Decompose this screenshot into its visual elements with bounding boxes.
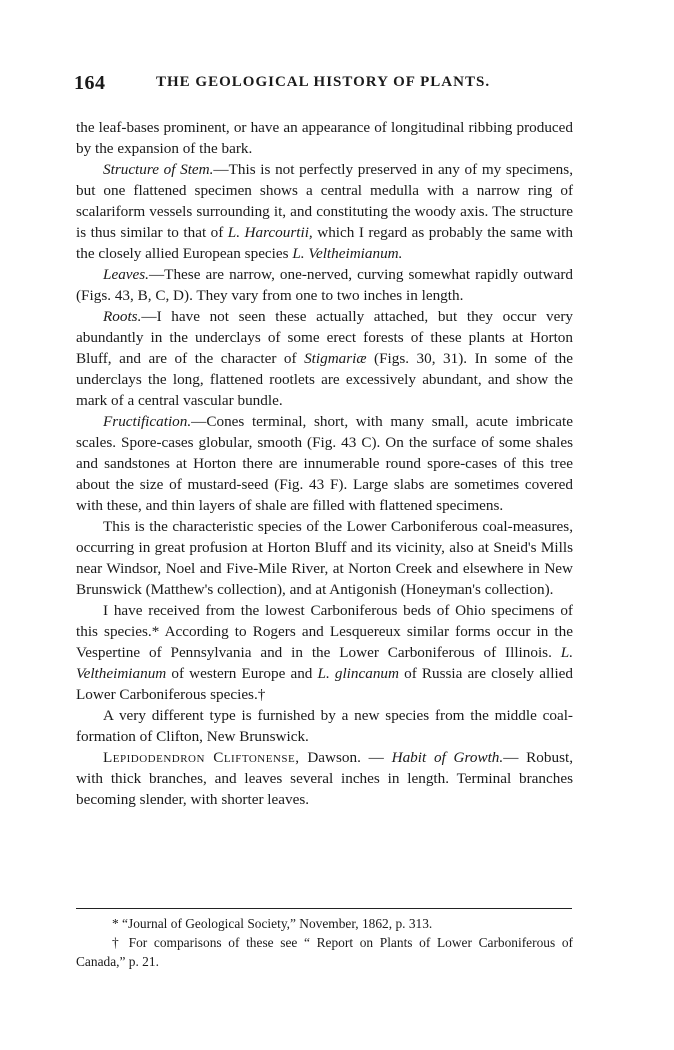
body-text	[76, 117, 573, 810]
species-name: L. Veltheimianum	[76, 644, 573, 682]
section-heading: Habit of Growth.	[391, 749, 504, 766]
section-heading: Fructification.	[103, 413, 192, 430]
paragraph-text: —This is not perfectly preserved in any of my specimens, but one flattened specimen shows a central medulla with a narrow ring of scalariform vessels surrounding it, and constituting the woody axis. The structure is thus similar to that of	[76, 161, 573, 241]
section-heading: Structure of Stem.	[103, 161, 214, 178]
footnotes	[76, 914, 573, 971]
paragraph	[76, 159, 573, 264]
page-number: 164	[74, 72, 106, 94]
paragraph	[76, 117, 573, 159]
footnote: † For comparisons of these see “ Report on Plants of Lower Carboniferous of Canada,” p. 21.	[76, 935, 573, 969]
paragraph-text: — Robust, with thick branches, and leaves several inches in length. Terminal branches becoming slender, with shorter leaves.	[76, 749, 573, 808]
paragraph-text: —Cones terminal, short, with many small, acute imbricate scales. Spore-cases globular, smooth (Fig. 43 C). On the surface of some shales and sandstones at Horton there are innumerable round spore-cases of this tree about the size of mustard-seed (Fig. 43 F). Large slabs are sometimes covered with these, and thin layers of shale are filled with flattened specimens.	[76, 413, 573, 514]
paragraph-text: which I regard as probably the same with the closely allied European species	[76, 224, 573, 262]
species-name: L. Harcourtii,	[227, 224, 313, 241]
paragraph-text: Dawson. —	[299, 749, 392, 766]
running-head: THE GEOLOGICAL HISTORY OF PLANTS.	[156, 74, 491, 90]
paragraph	[76, 306, 573, 411]
paragraph	[76, 705, 573, 747]
paragraph	[76, 516, 573, 600]
species-name: L. Veltheimianum.	[292, 245, 403, 262]
paragraph	[76, 600, 573, 705]
section-heading: Roots.	[103, 308, 142, 325]
page-header	[74, 72, 574, 102]
species-name: L. glincanum	[317, 665, 399, 682]
paragraph	[76, 747, 573, 810]
genus-name: Stigmariæ	[304, 350, 367, 367]
footnote-divider	[76, 908, 572, 909]
paragraph-text: I have received from the lowest Carboniferous beds of Ohio specimens of this species.* According to Rogers and Lesquereux similar forms occur in the Vespertine of Pennsylvania and in the Lower Carboniferous of Illinois.	[76, 602, 573, 661]
paragraph-text: the leaf-bases prominent, or have an appearance of longitudinal ribbing produced by the expansion of the bark.	[76, 119, 573, 157]
footnote: * “Journal of Geological Society,” November, 1862, p. 313.	[112, 916, 433, 931]
paragraph	[76, 264, 573, 306]
paragraph-text: (Figs. 30, 31). In some of the underclays the long, flattened rootlets are excessively abundant, and show the mark of a central vascular bundle.	[76, 350, 573, 409]
paragraph-text: —I have not seen these actually attached, but they occur very abundantly in the underclays of some erect forests of these plants at Horton Bluff, and are of the character of	[76, 308, 573, 367]
paragraph-text: of Russia are closely allied Lower Carboniferous species.†	[76, 665, 573, 703]
paragraph-text: A very different type is furnished by a new species from the middle coal-formation of Clifton, New Brunswick.	[76, 707, 573, 745]
paragraph-text: This is the characteristic species of the Lower Carboniferous coal-measures, occurring in great profusion at Horton Bluff and its vicinity, also at Sneid's Mills near Windsor, Noel and Five-Mile River, at Norton Creek and elsewhere in New Brunswick (Matthew's collection), and at Antigonish (Honeyman's collection).	[76, 518, 573, 598]
paragraph	[76, 411, 573, 516]
paragraph-text: —These are narrow, one-nerved, curving somewhat rapidly outward (Figs. 43, B, C, D). They vary from one to two inches in length.	[76, 266, 573, 304]
paragraph-text: of western Europe and	[166, 665, 318, 682]
section-heading: Leaves.	[103, 266, 149, 283]
species-heading: Lepidodendron Cliftonense,	[103, 749, 300, 766]
